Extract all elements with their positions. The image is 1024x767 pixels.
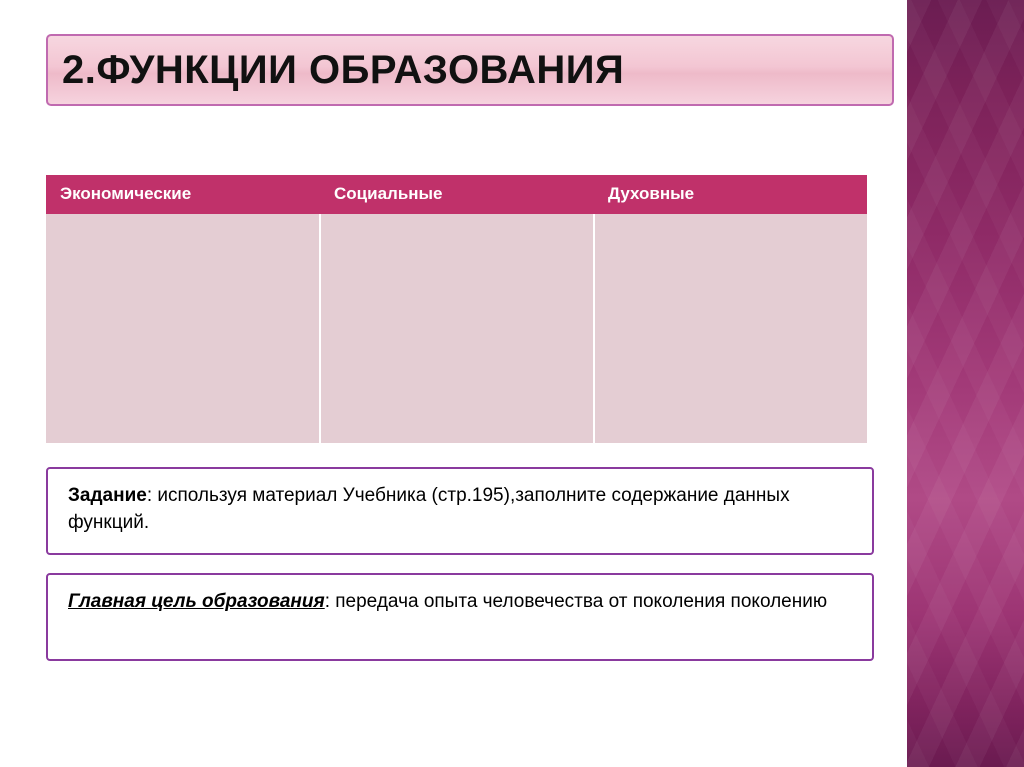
goal-note-lead: Главная цель образования bbox=[68, 591, 325, 612]
goal-note-rest: : передача опыта человечества от поколения поколению bbox=[324, 591, 828, 612]
task-note-lead: Задание bbox=[68, 485, 147, 506]
functions-table bbox=[46, 175, 867, 443]
goal-note-text bbox=[68, 589, 854, 616]
decorative-right-band bbox=[907, 0, 1024, 767]
task-note-box bbox=[46, 467, 874, 555]
page-title: 2.ФУНКЦИИ ОБРАЗОВАНИЯ bbox=[62, 48, 625, 92]
table-header-row bbox=[46, 175, 867, 214]
table-header-social: Социальные bbox=[320, 175, 594, 214]
table-header-economic: Экономические bbox=[46, 175, 320, 214]
table-cell-economic bbox=[46, 214, 320, 443]
table-row bbox=[46, 214, 867, 443]
table-header-spiritual: Духовные bbox=[594, 175, 867, 214]
task-note-text bbox=[68, 483, 854, 537]
table-cell-social bbox=[320, 214, 594, 443]
table-cell-spiritual bbox=[594, 214, 867, 443]
decorative-band-edge bbox=[903, 0, 907, 767]
goal-note-box bbox=[46, 573, 874, 661]
task-note-rest: : используя материал Учебника (стр.195),заполните содержание данных функций. bbox=[68, 485, 790, 533]
